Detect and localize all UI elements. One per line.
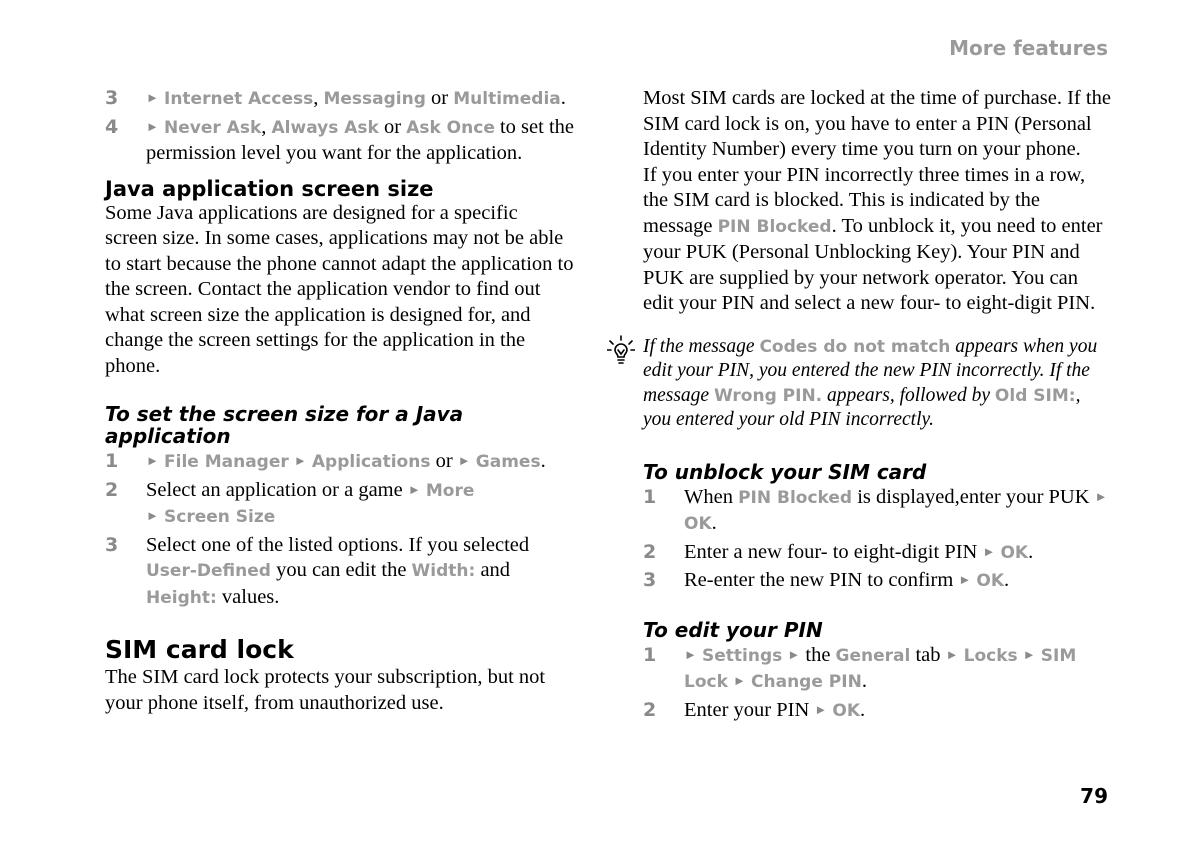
pin-blocked-paragraph: If you enter your PIN incorrectly three times in a row, the SIM card is blocked. This is indicated by the message PIN Blocked. To unblock it, you need to enter your PUK (Personal Unblocking Key). Your PIN and PUK are supplied by your network operator. You can edit your PIN and select a new four- to eight-digit PIN.	[643, 163, 1103, 314]
arrow-right-icon: ►	[146, 508, 159, 523]
set-screen-size-heading: To set the screen size for a Java application	[105, 402, 464, 448]
arrow-right-icon: ►	[945, 646, 959, 662]
arrow-right-icon: ►	[684, 646, 697, 662]
unblock-step-1-list-item: 1 When PIN Blocked is displayed,enter your PUK ► OK.	[643, 485, 1108, 534]
step-number: 3	[105, 533, 119, 556]
set-step-1-list-item: 1 ► File Manager ► Applications or ► Games.	[105, 449, 575, 476]
sim-card-lock-paragraph: The SIM card lock protects your subscription, but not your phone itself, from unauthorized use.	[105, 666, 546, 714]
step-number: 3	[643, 569, 657, 591]
right-column	[643, 86, 1113, 724]
step-3-list-item: 3 ► Internet Access, Messaging or Multimedia.	[105, 86, 575, 113]
step-number: 3	[105, 87, 119, 109]
sim-lock-paragraph: Most SIM cards are locked at the time of purchase. If the SIM card lock is on, you have to enter a PIN (Personal Identity Number) every time you turn on your phone.	[643, 87, 1111, 160]
step-number: 1	[105, 450, 119, 472]
page-number: 79	[1080, 784, 1108, 808]
step-number: 1	[643, 643, 657, 666]
arrow-right-icon: ►	[787, 646, 801, 662]
set-step-3-list-item: 3 Select one of the listed options. If you selected User-Defined you can edit the Width: and Height: values.	[105, 533, 530, 608]
left-column	[105, 86, 575, 716]
edit-step-1-list-item: 1 ► Settings ► the General tab ► Locks ► SIM Lock ► Change PIN.	[643, 643, 1077, 692]
arrow-right-icon: ►	[293, 453, 307, 468]
lightbulb-icon	[607, 335, 635, 365]
edit-pin-heading: To edit your PIN	[643, 617, 823, 642]
running-header: More features	[949, 36, 1108, 60]
arrow-right-icon: ►	[457, 453, 471, 468]
arrow-right-icon: ►	[1022, 646, 1036, 662]
step-number: 4	[105, 115, 119, 138]
unblock-sim-heading: To unblock your SIM card	[643, 459, 927, 484]
step-number: 2	[643, 698, 657, 721]
java-screen-size-paragraph: Some Java applications are designed for a specific screen size. In some cases, applications may not be able to start because the phone cannot adapt the application to the screen. Contact the application vendor to find out what screen size the application is designed for, and change the screen settings for the application in the phone.	[105, 201, 574, 377]
step-number: 2	[105, 478, 119, 501]
arrow-right-icon: ►	[958, 572, 972, 587]
arrow-right-icon: ►	[146, 453, 159, 468]
unblock-step-2-list-item: 2 Enter a new four- to eight-digit PIN ► OK.	[643, 540, 1113, 567]
step-4-list-item: 4 ► Never Ask, Always Ask or Ask Once to set the permission level you want for the application.	[105, 115, 574, 164]
arrow-right-icon: ►	[1094, 488, 1108, 504]
sim-card-lock-heading: SIM card lock	[105, 635, 294, 664]
unblock-step-3-list-item: 3 Re-enter the new PIN to confirm ► OK.	[643, 568, 1113, 595]
set-step-2-list-item: 2 Select an application or a game ► More ► Screen Size	[105, 478, 475, 527]
tip-note: If the message Codes do not match appears when you edit your PIN, you entered the new PIN incorrectly. If the message Wrong PIN. appears, followed by Old SIM:, you entered your old PIN incorrectly.	[643, 335, 1113, 433]
step-number: 1	[643, 485, 657, 508]
java-screen-size-heading: Java application screen size	[105, 176, 434, 201]
arrow-right-icon: ►	[407, 481, 421, 497]
arrow-right-icon: ►	[814, 701, 828, 717]
edit-step-2-list-item: 2 Enter your PIN ► OK.	[643, 698, 1113, 725]
arrow-right-icon: ►	[733, 673, 746, 688]
step-number: 2	[643, 540, 657, 563]
arrow-right-icon: ►	[982, 543, 996, 559]
arrow-right-icon: ►	[146, 90, 159, 105]
arrow-right-icon: ►	[146, 118, 159, 134]
